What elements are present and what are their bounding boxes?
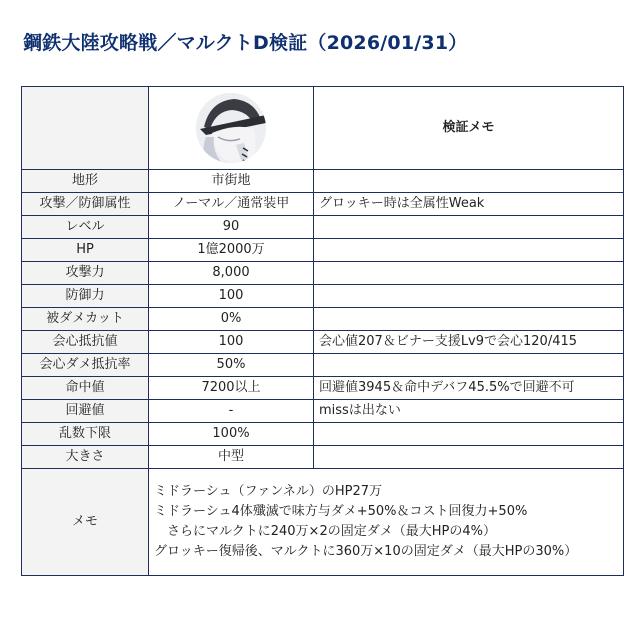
row-label: 被ダメカット [22,308,149,331]
page-title: 鋼鉄大陸攻略戦／マルクトD検証（2026/01/31） [23,32,468,54]
row-label: 攻撃／防御属性 [22,193,149,216]
row-value: 100 [149,331,314,354]
memo-section-row [22,469,624,576]
row-value: ノーマル／通常装甲 [149,193,314,216]
table-row [22,423,624,446]
memo-line: グロッキー復帰後、マルクトに360万×10の固定ダメ（最大HPの30%） [154,544,578,559]
avatar-cell [149,87,314,170]
table-row [22,262,624,285]
row-label: 攻撃力 [22,262,149,285]
row-value: 100% [149,423,314,446]
row-memo [314,170,624,193]
row-label: 回避値 [22,400,149,423]
memo-line: ミドラーシュ（ファンネル）のHP27万 [154,484,382,499]
row-memo [314,262,624,285]
row-value: 0% [149,308,314,331]
character-portrait-icon [196,93,266,163]
memo-line: ミドラーシュ4体殲滅で味方与ダメ+50%＆コスト回復力+50% [154,504,528,519]
row-value: 市街地 [149,170,314,193]
table-row [22,170,624,193]
row-memo [314,423,624,446]
row-label: HP [22,239,149,262]
row-memo [314,354,624,377]
row-label: 防御力 [22,285,149,308]
row-memo [314,216,624,239]
table-row [22,331,624,354]
table-row [22,446,624,469]
header-empty-cell [22,87,149,170]
memo-column-header: 検証メモ [314,87,624,170]
row-label: レベル [22,216,149,239]
row-value: 90 [149,216,314,239]
table-row [22,308,624,331]
table-row [22,285,624,308]
memo-section-label: メモ [22,469,149,576]
row-label: 大きさ [22,446,149,469]
row-value: 100 [149,285,314,308]
memo-line: さらにマルクトに240万×2の固定ダメ（最大HPの4%） [154,524,496,539]
row-label: 会心ダメ抵抗率 [22,354,149,377]
table-header-row [22,87,624,170]
row-value: 8,000 [149,262,314,285]
row-value: - [149,400,314,423]
boss-stats-table [21,86,624,576]
row-value: 1億2000万 [149,239,314,262]
row-memo [314,285,624,308]
table-row [22,400,624,423]
row-memo: 回避値3945＆命中デバフ45.5%で回避不可 [314,377,624,400]
memo-section-body [149,469,624,576]
row-memo [314,239,624,262]
row-label: 乱数下限 [22,423,149,446]
row-label: 会心抵抗値 [22,331,149,354]
table-row [22,354,624,377]
table-row [22,377,624,400]
row-memo [314,308,624,331]
table-row [22,193,624,216]
row-value: 7200以上 [149,377,314,400]
row-memo: 会心値207＆ビナー支援Lv9で会心120/415 [314,331,624,354]
row-memo [314,446,624,469]
row-label: 地形 [22,170,149,193]
table-row [22,239,624,262]
row-memo: missは出ない [314,400,624,423]
row-memo: グロッキー時は全属性Weak [314,193,624,216]
table-row [22,216,624,239]
row-label: 命中値 [22,377,149,400]
row-value: 中型 [149,446,314,469]
row-value: 50% [149,354,314,377]
